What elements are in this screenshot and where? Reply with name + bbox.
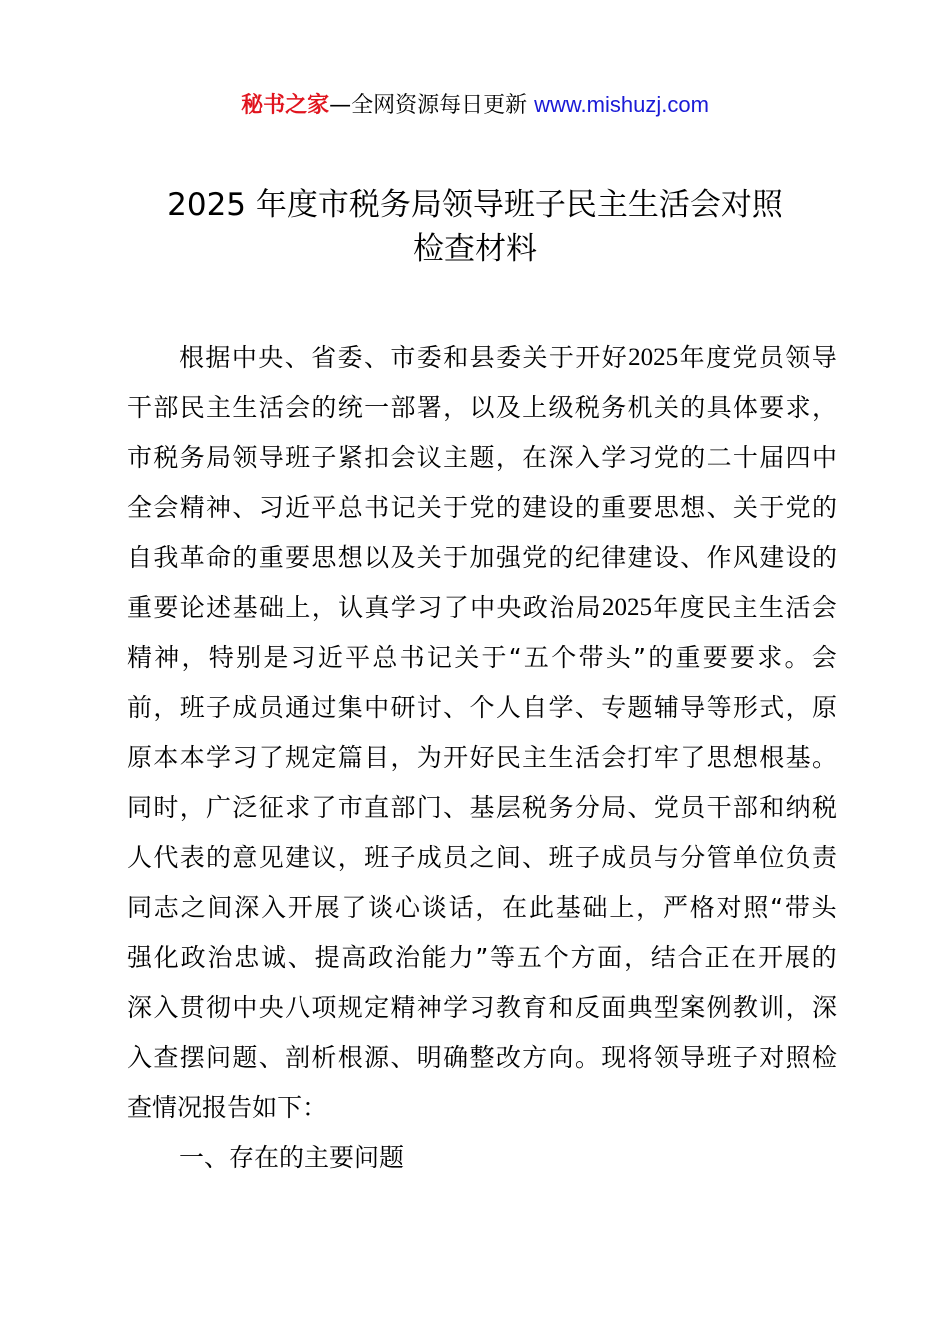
paragraph-line: 原 本 本 学 习 了 规 定 篇 目 ， 为 开 好 民 主 生 活 会 打 牢 了 思 想 根 基 。	[127, 743, 837, 772]
paragraph-line: 自 我 革 命 的 重 要 思 想 以 及 关 于 加 强 党 的 纪 律 建 设 、 作 风 建 设 的	[127, 543, 837, 572]
brand-name: 秘书之家	[241, 93, 330, 118]
paragraph-line: 市 税 务 局 领 导 班 子 紧 扣 会 议 主 题 ， 在 深 入 学 习 党 的 二 十 届 四 中	[127, 443, 837, 472]
document-body	[127, 333, 837, 1183]
header-tagline: —全网资源每日更新	[329, 93, 528, 118]
paragraph-line: 强 化 政 治 忠 诚 、 提 高 政 治 能 力 ” 等 五 个 方 面 ， 结 合 正 在 开 展 的	[127, 943, 837, 972]
paragraph-line: 干 部 民 主 生 活 会 的 统 一 部 署 ， 以 及 上 级 税 务 机 关 的 具 体 要 求 ，	[127, 393, 837, 422]
intro-paragraph	[127, 333, 837, 1133]
paragraph-line: 人 代 表 的 意 见 建 议 ， 班 子 成 员 之 间 、 班 子 成 员 与 分 管 单 位 负 责	[127, 843, 837, 872]
paragraph-line: 前 ， 班 子 成 员 通 过 集 中 研 讨 、 个 人 自 学 、 专 题 辅 导 等 形 式 ， 原	[127, 693, 837, 722]
paragraph-line: 全 会 精 神 、 习 近 平 总 书 记 关 于 党 的 建 设 的 重 要 思 想 、 关 于 党 的	[127, 493, 837, 522]
title-line-1: 2025 年度市税务局领导班子民主生活会对照	[167, 187, 783, 223]
document-title	[100, 183, 850, 271]
section-heading: 一、存在的主要问题	[179, 1143, 405, 1172]
paragraph-line: 重 要 论 述 基 础 上 ， 认 真 学 习 了 中 央 政 治 局 2025 年 度 民 主 生 活 会	[127, 593, 837, 622]
paragraph-line: 深 入 贯 彻 中 央 八 项 规 定 精 神 学 习 教 育 和 反 面 典 型 案 例 教 训 ， 深	[127, 993, 837, 1022]
paragraph-line: 精 神 ， 特 别 是 习 近 平 总 书 记 关 于 “ 五 个 带 头 ” 的 重 要 要 求 。 会	[127, 643, 837, 672]
paragraph-line: 入 查 摆 问 题 、 剖 析 根 源 、 明 确 整 改 方 向 。 现 将 领 导 班 子 对 照 检	[127, 1043, 837, 1072]
title-line-2: 检查材料	[413, 231, 537, 267]
site-url-link[interactable]: www.mishuzj.com	[534, 92, 709, 117]
paragraph-line: 查 情 况 报 告 如 下 ：	[127, 1093, 328, 1122]
paragraph-line: 同 志 之 间 深 入 开 展 了 谈 心 谈 话 ， 在 此 基 础 上 ， 严 格 对 照 “ 带 头	[127, 893, 837, 922]
paragraph-line: 根 据 中 央 、 省 委 、 市 委 和 县 委 关 于 开 好 2025 年 度 党 员 领 导	[179, 343, 837, 372]
site-header	[0, 88, 950, 123]
paragraph-line: 同 时 ， 广 泛 征 求 了 市 直 部 门 、 基 层 税 务 分 局 、 党 员 干 部 和 纳 税	[127, 793, 837, 822]
